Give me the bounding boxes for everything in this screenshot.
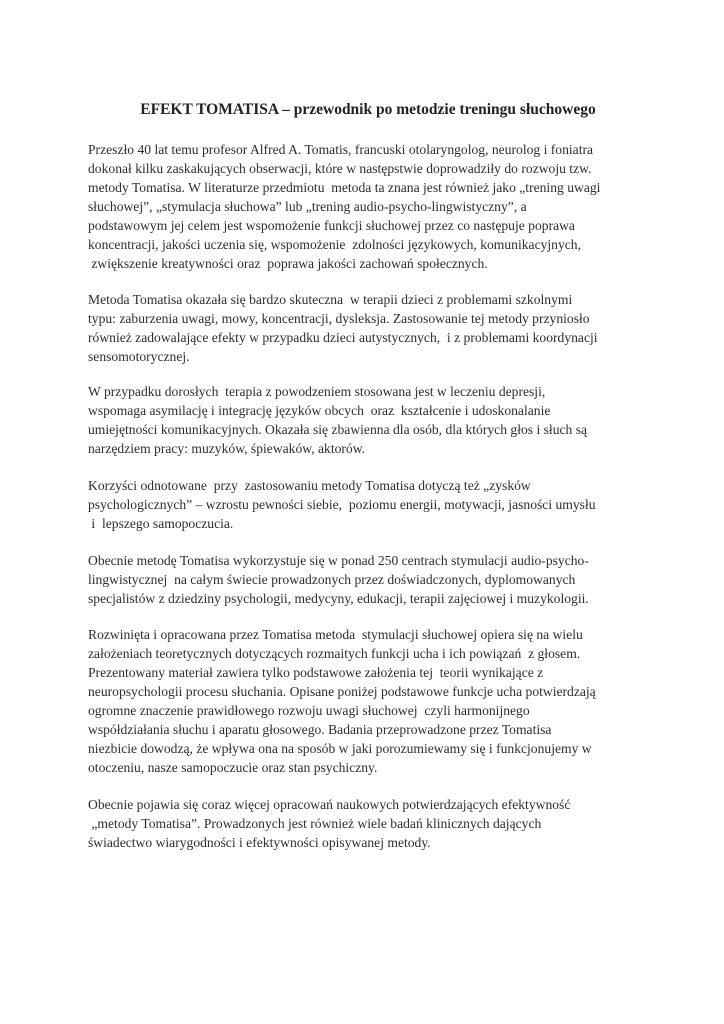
text-line: Rozwinięta i opracowana przez Tomatisa metoda stymulacji słuchowej opiera się na wielu	[88, 627, 583, 642]
text-line: „metody Tomatisa”. Prowadzonych jest również wiele badań klinicznych dających	[88, 816, 542, 831]
text-line: założeniach teoretycznych dotyczących rozmaitych funkcji ucha i ich powiązań z głosem.	[88, 646, 581, 661]
text-line: słuchowej”, „stymulacja słuchowa” lub „trening audio-psycho-lingwistyczny”, a	[88, 199, 527, 214]
paragraph-research	[88, 795, 648, 852]
text-line: współdziałania słuchu i aparatu głosowego. Badania przeprowadzone przez Tomatisa	[88, 722, 552, 737]
text-line: Prezentowany materiał zawiera tylko podstawowe założenia tej teorii wynikające z	[88, 665, 544, 680]
text-line: Przeszło 40 lat temu profesor Alfred A. Tomatis, francuski otolaryngolog, neurolog i foniatra	[88, 142, 594, 157]
text-line: Korzyści odnotowane przy zastosowaniu metody Tomatisa dotyczą też „zysków	[88, 478, 531, 493]
text-line: otoczeniu, nasze samopoczucie oraz stan psychiczny.	[88, 760, 378, 775]
paragraph-children	[88, 290, 648, 366]
text-line: lingwistycznej na całym świecie prowadzonych przez doświadczonych, dyplomowanych	[88, 572, 576, 587]
paragraph-centers	[88, 551, 648, 608]
text-line: niezbicie dowodzą, że wpływa ona na sposób w jaki porozumiewamy się i funkcjonujemy w	[88, 741, 592, 756]
paragraph-theory	[88, 625, 648, 777]
document-title: EFEKT TOMATISA – przewodnik po metodzie treningu słuchowego	[140, 101, 596, 118]
text-line: wspomaga asymilację i integrację języków obcych oraz kształcenie i udoskonalanie	[88, 403, 551, 418]
text-line: metody Tomatisa. W literaturze przedmiotu metoda ta znana jest również jako „trening uwagi	[88, 180, 601, 195]
text-line: Obecnie pojawia się coraz więcej opracowań naukowych potwierdzających efektywność	[88, 797, 571, 812]
text-line: Metoda Tomatisa okazała się bardzo skuteczna w terapii dzieci z problemami szkolnymi	[88, 292, 573, 307]
paragraph-history	[88, 140, 648, 273]
text-line: typu: zaburzenia uwagi, mowy, koncentracji, dysleksja. Zastosowanie tej metody przyniosło	[88, 311, 590, 326]
text-line: Obecnie metodę Tomatisa wykorzystuje się w ponad 250 centrach stymulacji audio-psycho-	[88, 553, 589, 568]
text-line: koncentracji, jakości uczenia się, wspomożenie zdolności językowych, komunikacyjnych,	[88, 237, 581, 252]
text-line: również zadowalające efekty w przypadku dzieci autystycznych, i z problemami koordynacji	[88, 330, 598, 345]
paragraph-adults	[88, 382, 648, 458]
text-line: podstawowym jej celem jest wspomożenie funkcji słuchowej przez co następuje poprawa	[88, 218, 575, 233]
text-line: psychologicznych” – wzrostu pewności siebie, poziomu energii, motywacji, jasności umysłu	[88, 497, 596, 512]
text-line: narzędziem pracy: muzyków, śpiewaków, aktorów.	[88, 441, 366, 456]
text-line: dokonał kilku zaskakujących obserwacji, które w następstwie doprowadziły do rozwoju tzw.	[88, 161, 592, 176]
text-line: neuropsychologii procesu słuchania. Opisane poniżej podstawowe funkcje ucha potwierdzają	[88, 684, 596, 699]
paragraph-benefits	[88, 476, 648, 533]
text-line: specjalistów z dziedziny psychologii, medycyny, edukacji, terapii zajęciowej i muzykologii.	[88, 591, 589, 606]
text-line: ogromne znaczenie prawidłowego rozwoju uwagi słuchowej czyli harmonijnego	[88, 703, 530, 718]
text-line: zwiększenie kreatywności oraz poprawa jakości zachowań społecznych.	[88, 256, 488, 271]
text-line: sensomotorycznej.	[88, 349, 190, 364]
text-line: umiejętności komunikacyjnych. Okazała się zbawienna dla osób, dla których głos i słuch są	[88, 422, 588, 437]
text-line: i lepszego samopoczucia.	[88, 516, 234, 531]
text-line: W przypadku dorosłych terapia z powodzeniem stosowana jest w leczeniu depresji,	[88, 384, 546, 399]
text-line: świadectwo wiarygodności i efektywności opisywanej metody.	[88, 835, 431, 850]
